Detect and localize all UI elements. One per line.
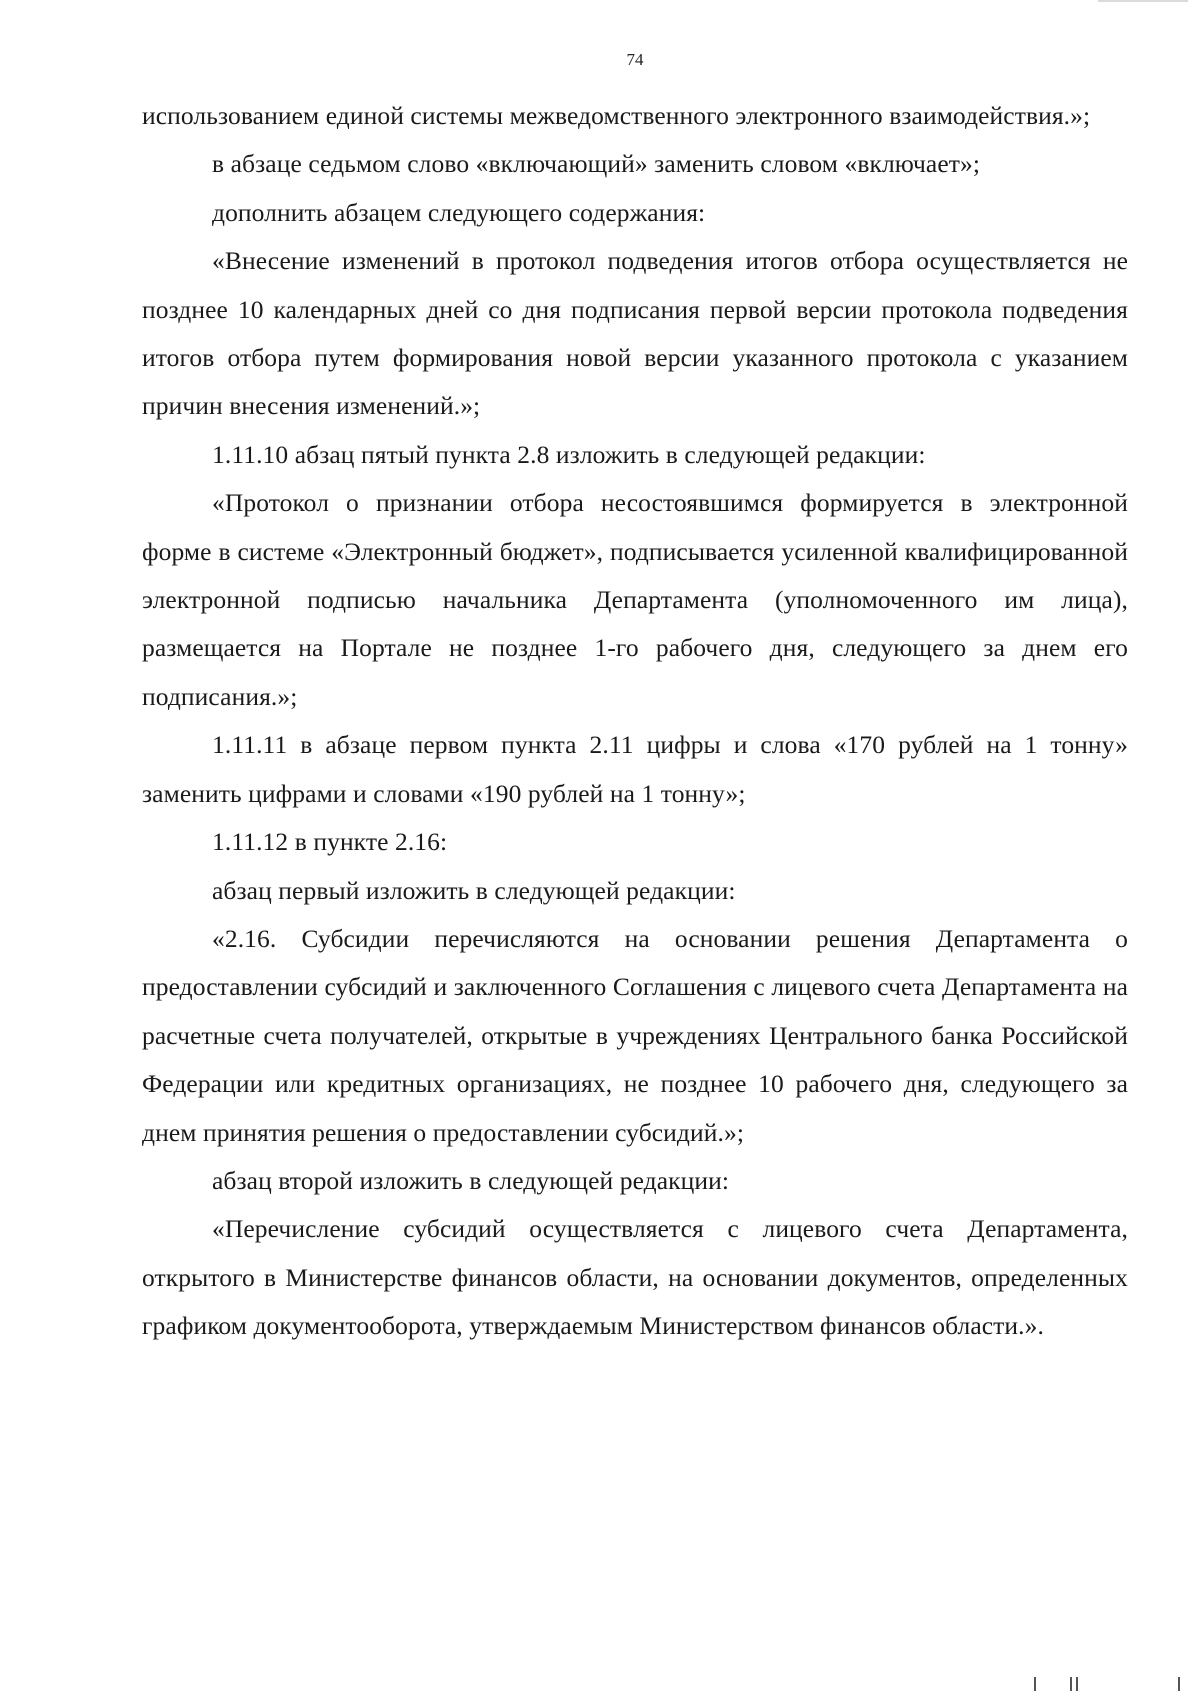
paragraph-6: «Протокол о признании отбора несостоявшимся формируется в электронной форме в системе «Электронный бюджет», подписывается усиленной квалифицированной электронной подписью начальника Департамента (уполномоченного им лица), размещается на Портале не позднее 1-го рабочего дня, следующего за днем его подписания.»; — [142, 488, 1128, 711]
paragraph-3: дополнить абзацем следующего содержания: — [212, 197, 706, 227]
paragraph-10: «2.16. Субсидии перечисляются на основании решения Департамента о предоставлении субсидий и заключенного Соглашения с лицевого счета Департамента на расчетные счета получателей, открытые в учреждениях Центрального банка Российской Федерации или кредитных организациях, не позднее 10 рабочего дня, следующего за днем принятия решения о предоставлении субсидий.»; — [142, 923, 1128, 1147]
paragraph-7: 1.11.11 в абзаце первом пункта 2.11 цифры и слова «170 рублей на 1 тонну» заменить цифрами и словами «190 рублей на 1 тонну»; — [142, 730, 1128, 808]
paragraph-1: использованием единой системы межведомственного электронного взаимодействия.»; — [142, 101, 1091, 130]
document-body — [142, 92, 1128, 1351]
paragraph-8: 1.11.12 в пункте 2.16: — [212, 827, 448, 857]
scan-edge-mark — [1098, 0, 1188, 8]
scan-edge-mark-bottom — [1032, 1675, 1182, 1691]
paragraph-5: 1.11.10 абзац пятый пункта 2.8 изложить в следующей редакции: — [212, 439, 926, 469]
paragraph-12: «Перечисление субсидий осуществляется с лицевого счета Департамента, открытого в Министерстве финансов области, на основании документов, определенных графиком документооборота, утверждаемым Министерством финансов области.». — [142, 1214, 1128, 1341]
paragraph-11: абзац второй изложить в следующей редакции: — [212, 1165, 730, 1195]
page-number: 74 — [626, 50, 644, 69]
paragraph-9: абзац первый изложить в следующей редакции: — [212, 875, 736, 905]
paragraph-2: в абзаце седьмом слово «включающий» заменить словом «включает»; — [212, 149, 981, 179]
paragraph-4: «Внесение изменений в протокол подведения итогов отбора осуществляется не позднее 10 календарных дней со дня подписания первой версии протокола подведения итогов отбора путем формирования новой версии указанного протокола с указанием причин внесения изменений.»; — [142, 246, 1128, 421]
